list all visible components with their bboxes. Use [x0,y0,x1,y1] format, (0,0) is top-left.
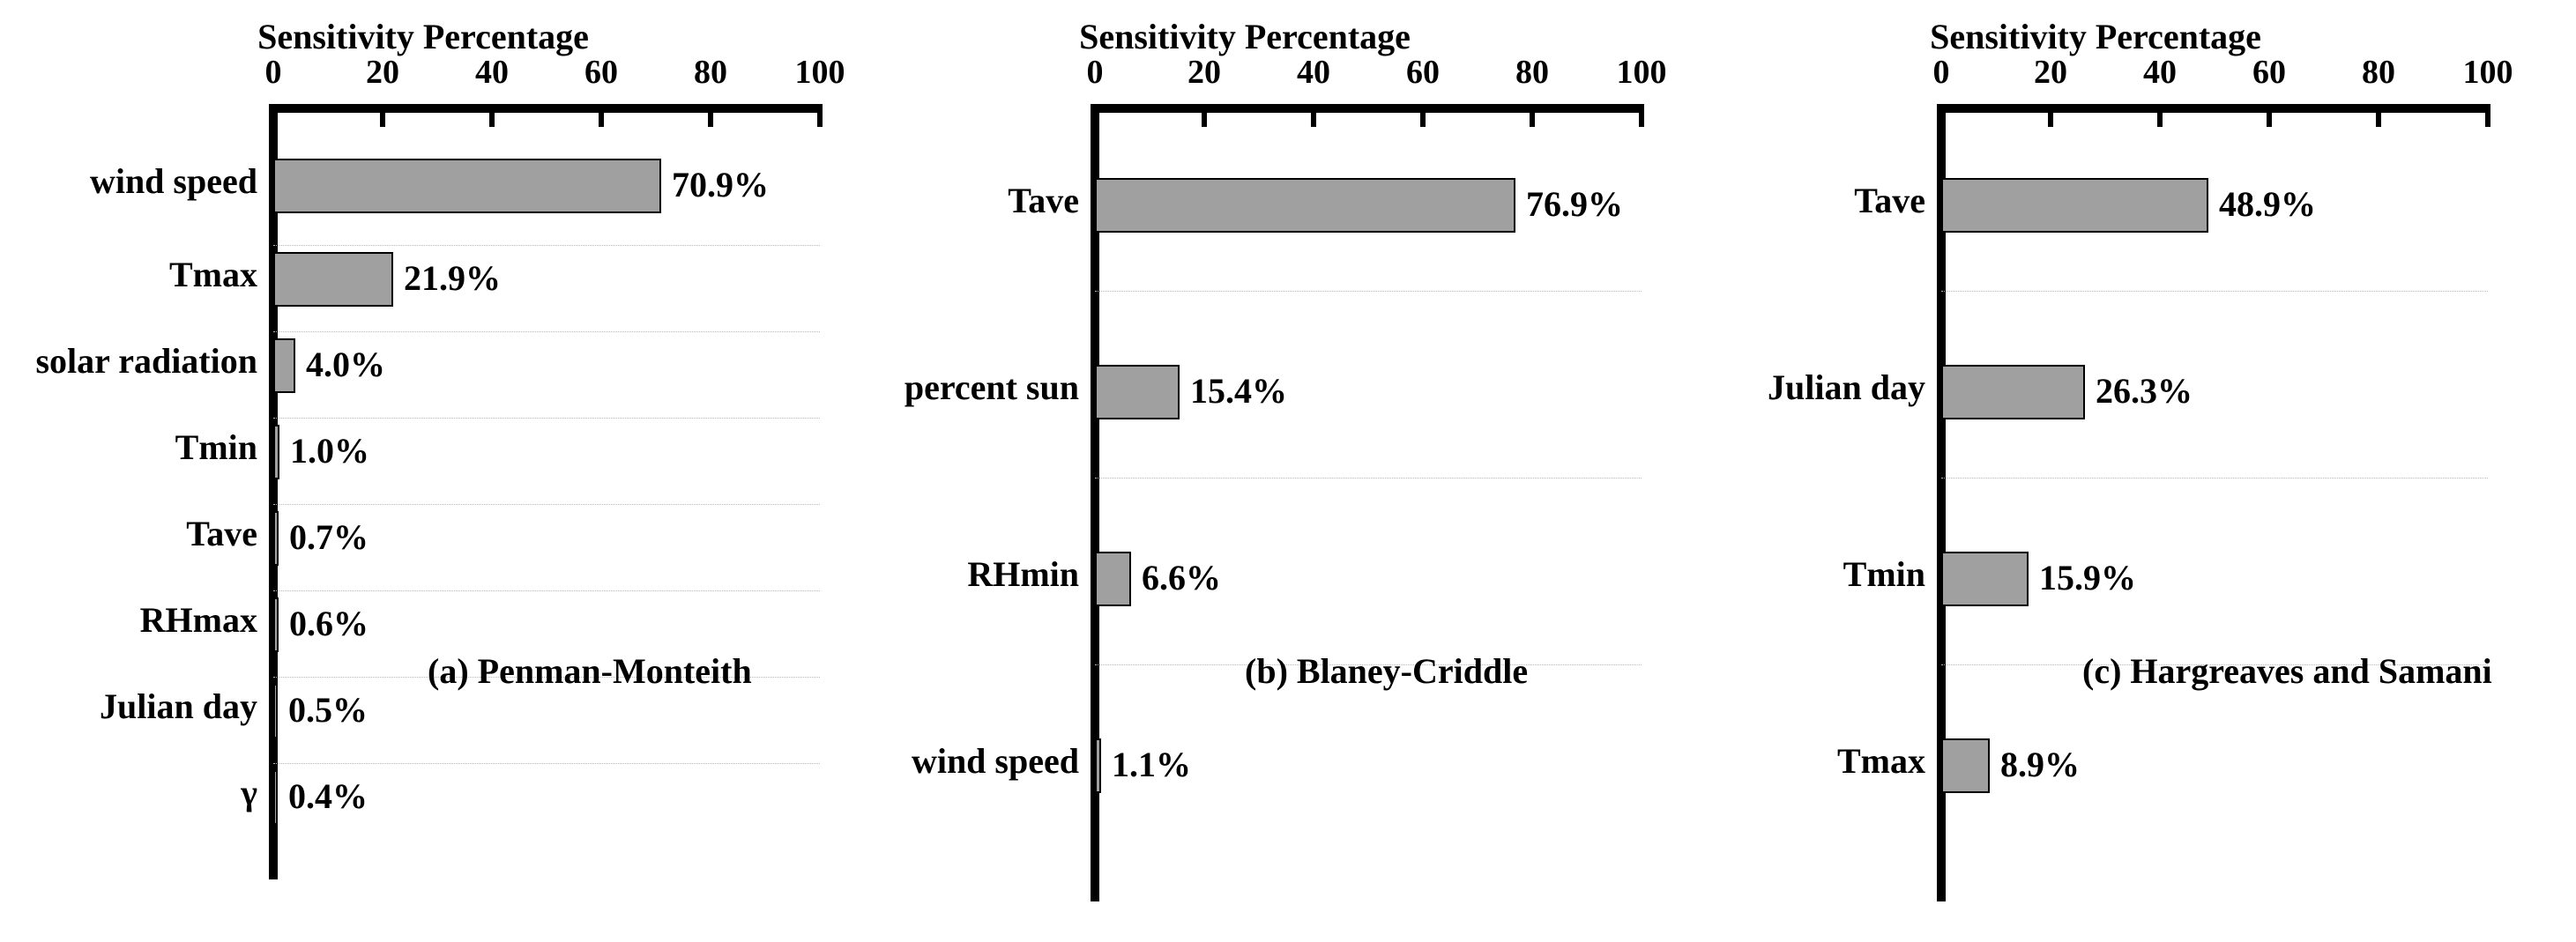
plot-area-a [35,54,845,879]
value-label: 76.9% [1526,184,1623,224]
x-tick-label-b-1: 20 [1187,54,1221,91]
x-tick-label-b-3: 60 [1406,54,1440,91]
x-tick-label-a-0: 0 [264,54,282,91]
panel-penman-monteith [0,0,857,942]
x-tick-label-b-5: 100 [1616,54,1667,91]
x-tick-a-0 [271,104,276,127]
x-tick-c-0 [1939,104,1944,127]
x-tick-c-4 [2376,104,2381,127]
x-tick-c-3 [2267,104,2272,127]
gridline [1941,478,2488,479]
category-label: Tave [1854,181,1925,220]
x-tick-c-2 [2157,104,2163,127]
bar [1941,552,2029,606]
x-axis-b [1095,104,1642,113]
bar [1095,552,1131,606]
value-label: 1.0% [290,431,369,471]
category-label: solar radiation [35,341,257,381]
category-label: percent sun [904,367,1079,407]
axis-title-c: Sensitivity Percentage [1930,17,2261,56]
gridline [273,590,820,592]
x-tick-c-1 [2048,104,2053,127]
x-tick-b-2 [1311,104,1316,127]
x-tick-label-c-3: 60 [2252,54,2286,91]
value-label: 0.6% [289,604,369,643]
x-tick-label-b-0: 0 [1086,54,1104,91]
x-tick-label-c-2: 40 [2143,54,2177,91]
category-label: Tave [1008,181,1079,220]
gridline [1095,478,1642,479]
value-label: 26.3% [2096,371,2193,411]
bar [1941,178,2208,233]
x-tick-label-b-2: 40 [1297,54,1330,91]
bar [273,511,279,566]
x-tick-b-3 [1420,104,1426,127]
x-tick-a-5 [817,104,823,127]
panel-caption-b: (b) Blaney-Criddle [1245,651,1529,691]
gridline [1941,291,2488,293]
bar [273,159,661,213]
bar [1095,178,1515,233]
x-tick-a-1 [380,104,385,127]
category-label: Tmin [175,427,257,467]
x-tick-b-4 [1530,104,1535,127]
bar [273,597,279,652]
bar [273,684,278,738]
value-label: 6.6% [1142,558,1221,597]
category-label: Tmax [169,255,257,294]
x-tick-label-a-4: 80 [694,54,727,91]
x-tick-label-c-5: 100 [2462,54,2513,91]
value-label: 0.7% [289,517,369,557]
x-tick-c-5 [2485,104,2490,127]
x-tick-label-a-3: 60 [584,54,618,91]
x-tick-label-a-1: 20 [366,54,399,91]
gridline [273,331,820,333]
x-tick-b-0 [1092,104,1098,127]
category-label: Tmax [1837,741,1925,781]
x-axis-a [273,104,820,113]
value-label: 15.4% [1190,371,1287,411]
x-tick-label-b-4: 80 [1515,54,1549,91]
x-tick-label-c-0: 0 [1932,54,1950,91]
x-tick-label-c-1: 20 [2034,54,2067,91]
gridline [273,504,820,506]
bar [1095,738,1101,793]
bar [1095,365,1180,419]
x-tick-a-2 [489,104,495,127]
panel-blaney-criddle [857,0,1699,942]
value-label: 70.9% [672,165,769,204]
x-tick-label-a-2: 40 [475,54,509,91]
axis-title-a: Sensitivity Percentage [257,17,589,56]
x-tick-b-5 [1639,104,1644,127]
value-label: 0.4% [288,776,368,816]
gridline [273,418,820,419]
bar [1941,738,1990,793]
axis-title-b: Sensitivity Percentage [1079,17,1411,56]
x-axis-c [1941,104,2488,113]
x-tick-label-c-4: 80 [2362,54,2395,91]
value-label: 8.9% [2000,745,2080,784]
bar [273,338,295,393]
category-label: Tmin [1843,554,1925,594]
panel-caption-c: (c) Hargreaves and Samani [2082,651,2492,691]
bar [273,425,279,479]
panel-caption-a: (a) Penman-Monteith [428,651,752,691]
value-label: 0.5% [288,690,368,730]
plot-area-c [1768,54,2513,901]
bar [273,252,393,307]
category-label: wind speed [911,741,1079,781]
category-label: RHmax [139,600,257,640]
x-tick-label-a-5: 100 [794,54,845,91]
category-label: RHmin [967,554,1079,594]
category-label: Julian day [100,686,257,726]
value-label: 4.0% [306,345,385,384]
value-label: 15.9% [2039,558,2136,597]
value-label: 21.9% [404,258,501,298]
category-label: γ [241,773,257,812]
value-label: 1.1% [1112,745,1191,784]
panel-hargreaves-samani [1699,0,2576,942]
gridline [273,245,820,247]
x-tick-a-3 [599,104,604,127]
bar [273,770,278,825]
category-label: Tave [186,514,257,553]
value-label: 48.9% [2219,184,2316,224]
x-tick-a-4 [708,104,713,127]
category-label: Julian day [1768,367,1925,407]
category-label: wind speed [89,161,257,201]
plot-area-b [904,54,1667,901]
gridline [1095,291,1642,293]
gridline [273,763,820,765]
x-tick-b-1 [1202,104,1207,127]
bar [1941,365,2085,419]
